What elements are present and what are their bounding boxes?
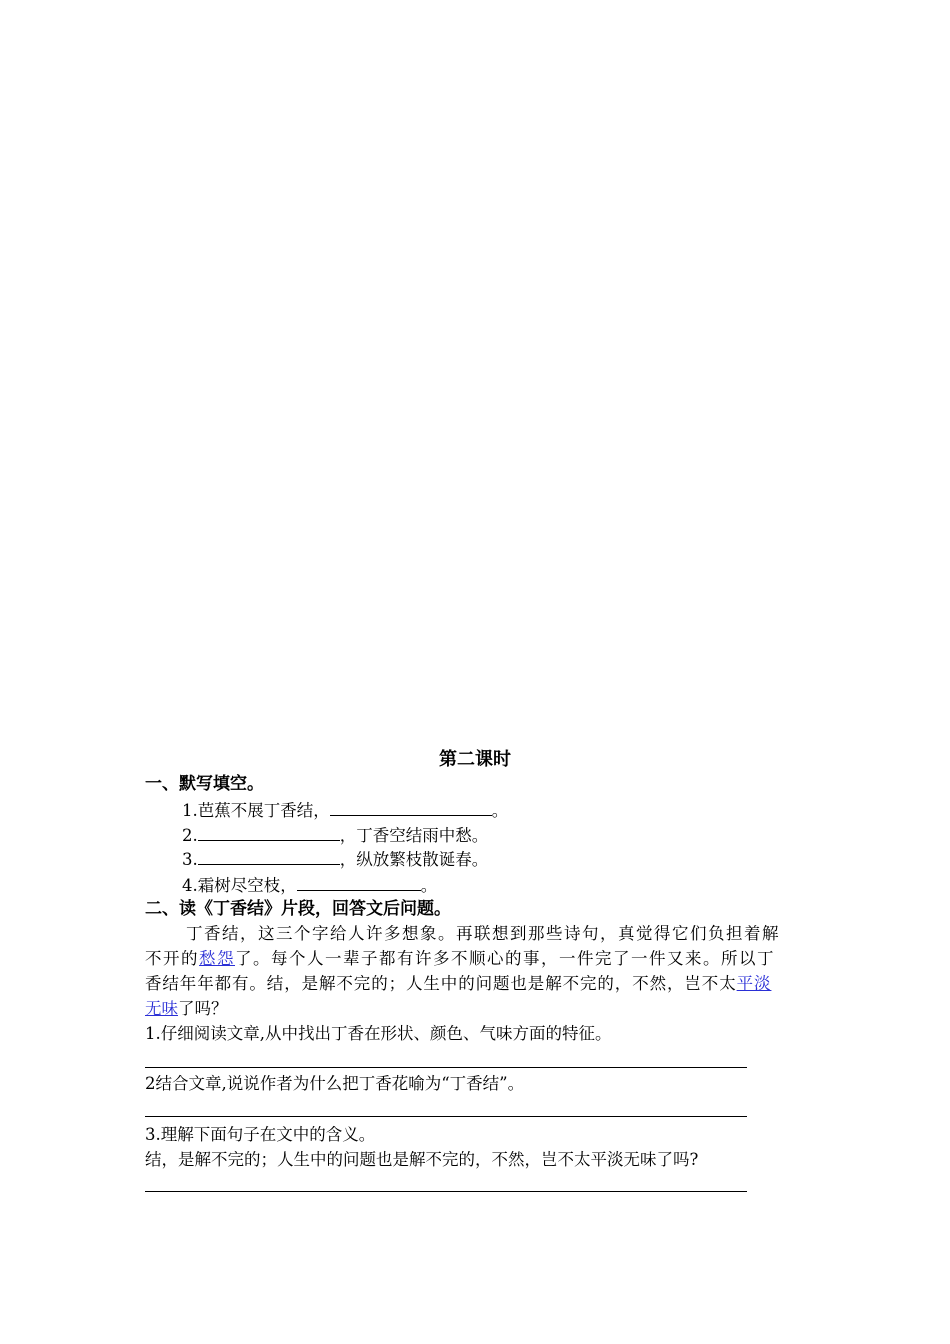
fill-item-3-num: 3. xyxy=(182,850,198,869)
section1-heading: 一、默写填空。 xyxy=(145,774,264,794)
page-title: 第二课时 xyxy=(439,749,511,770)
question-3-sentence: 结，是解不完的；人生中的问题也是解不完的，不然，岂不太平淡无味了吗? xyxy=(145,1150,699,1169)
answer-blank-3[interactable] xyxy=(198,846,340,865)
passage-line-2 xyxy=(145,947,775,971)
fill-item-4-text: 4.霜树尽空枝， xyxy=(182,876,297,895)
passage-line-3-a: 香结年年都有。结，是解不完的；人生中的问题也是解不完的，不然，岂不太 xyxy=(145,974,737,993)
passage-line-2-a: 不开的 xyxy=(145,949,199,968)
fill-item-1 xyxy=(182,797,508,823)
fill-item-3 xyxy=(182,846,488,872)
passage-line-4 xyxy=(145,997,228,1021)
fill-item-1-text: 1.芭蕉不展丁香结， xyxy=(182,801,330,820)
answer-line-2[interactable] xyxy=(145,1116,747,1117)
fill-item-1-end: 。 xyxy=(491,801,509,820)
fill-item-2-text: ，丁香空结雨中愁。 xyxy=(339,826,489,845)
question-2: 2结合文章,说说作者为什么把丁香花喻为“丁香结”。 xyxy=(145,1074,525,1093)
answer-blank-1[interactable] xyxy=(330,797,492,816)
link-wuwei[interactable]: 无味 xyxy=(145,999,178,1018)
link-chouyuan[interactable]: 愁怨 xyxy=(199,949,235,968)
question-1: 1.仔细阅读文章,从中找出丁香在形状、颜色、气味方面的特征。 xyxy=(145,1024,612,1043)
passage-line-2-b: 了。每个人一辈子都有许多不顺心的事，一件完了一件又来。所以丁 xyxy=(235,949,775,968)
fill-item-4 xyxy=(182,872,437,898)
fill-item-2 xyxy=(182,822,488,848)
section2-heading: 二、读《丁香结》片段，回答文后问题。 xyxy=(145,899,451,919)
question-3: 3.理解下面句子在文中的含义。 xyxy=(145,1125,376,1144)
answer-blank-4[interactable] xyxy=(297,872,421,891)
fill-item-3-text: ，纵放繁枝散诞春。 xyxy=(339,850,489,869)
passage-line-3 xyxy=(145,972,771,996)
answer-line-3[interactable] xyxy=(145,1191,747,1192)
fill-item-2-num: 2. xyxy=(182,826,198,845)
answer-line-1[interactable] xyxy=(145,1067,747,1068)
passage-line-1: 丁香结，这三个字给人许多想象。再联想到那些诗句，真觉得它们负担着解 xyxy=(186,924,780,943)
answer-blank-2[interactable] xyxy=(198,822,340,841)
passage-line-4-b: 了吗？ xyxy=(178,999,228,1018)
link-pingdan[interactable]: 平淡 xyxy=(736,974,772,993)
fill-item-4-end: 。 xyxy=(420,876,438,895)
